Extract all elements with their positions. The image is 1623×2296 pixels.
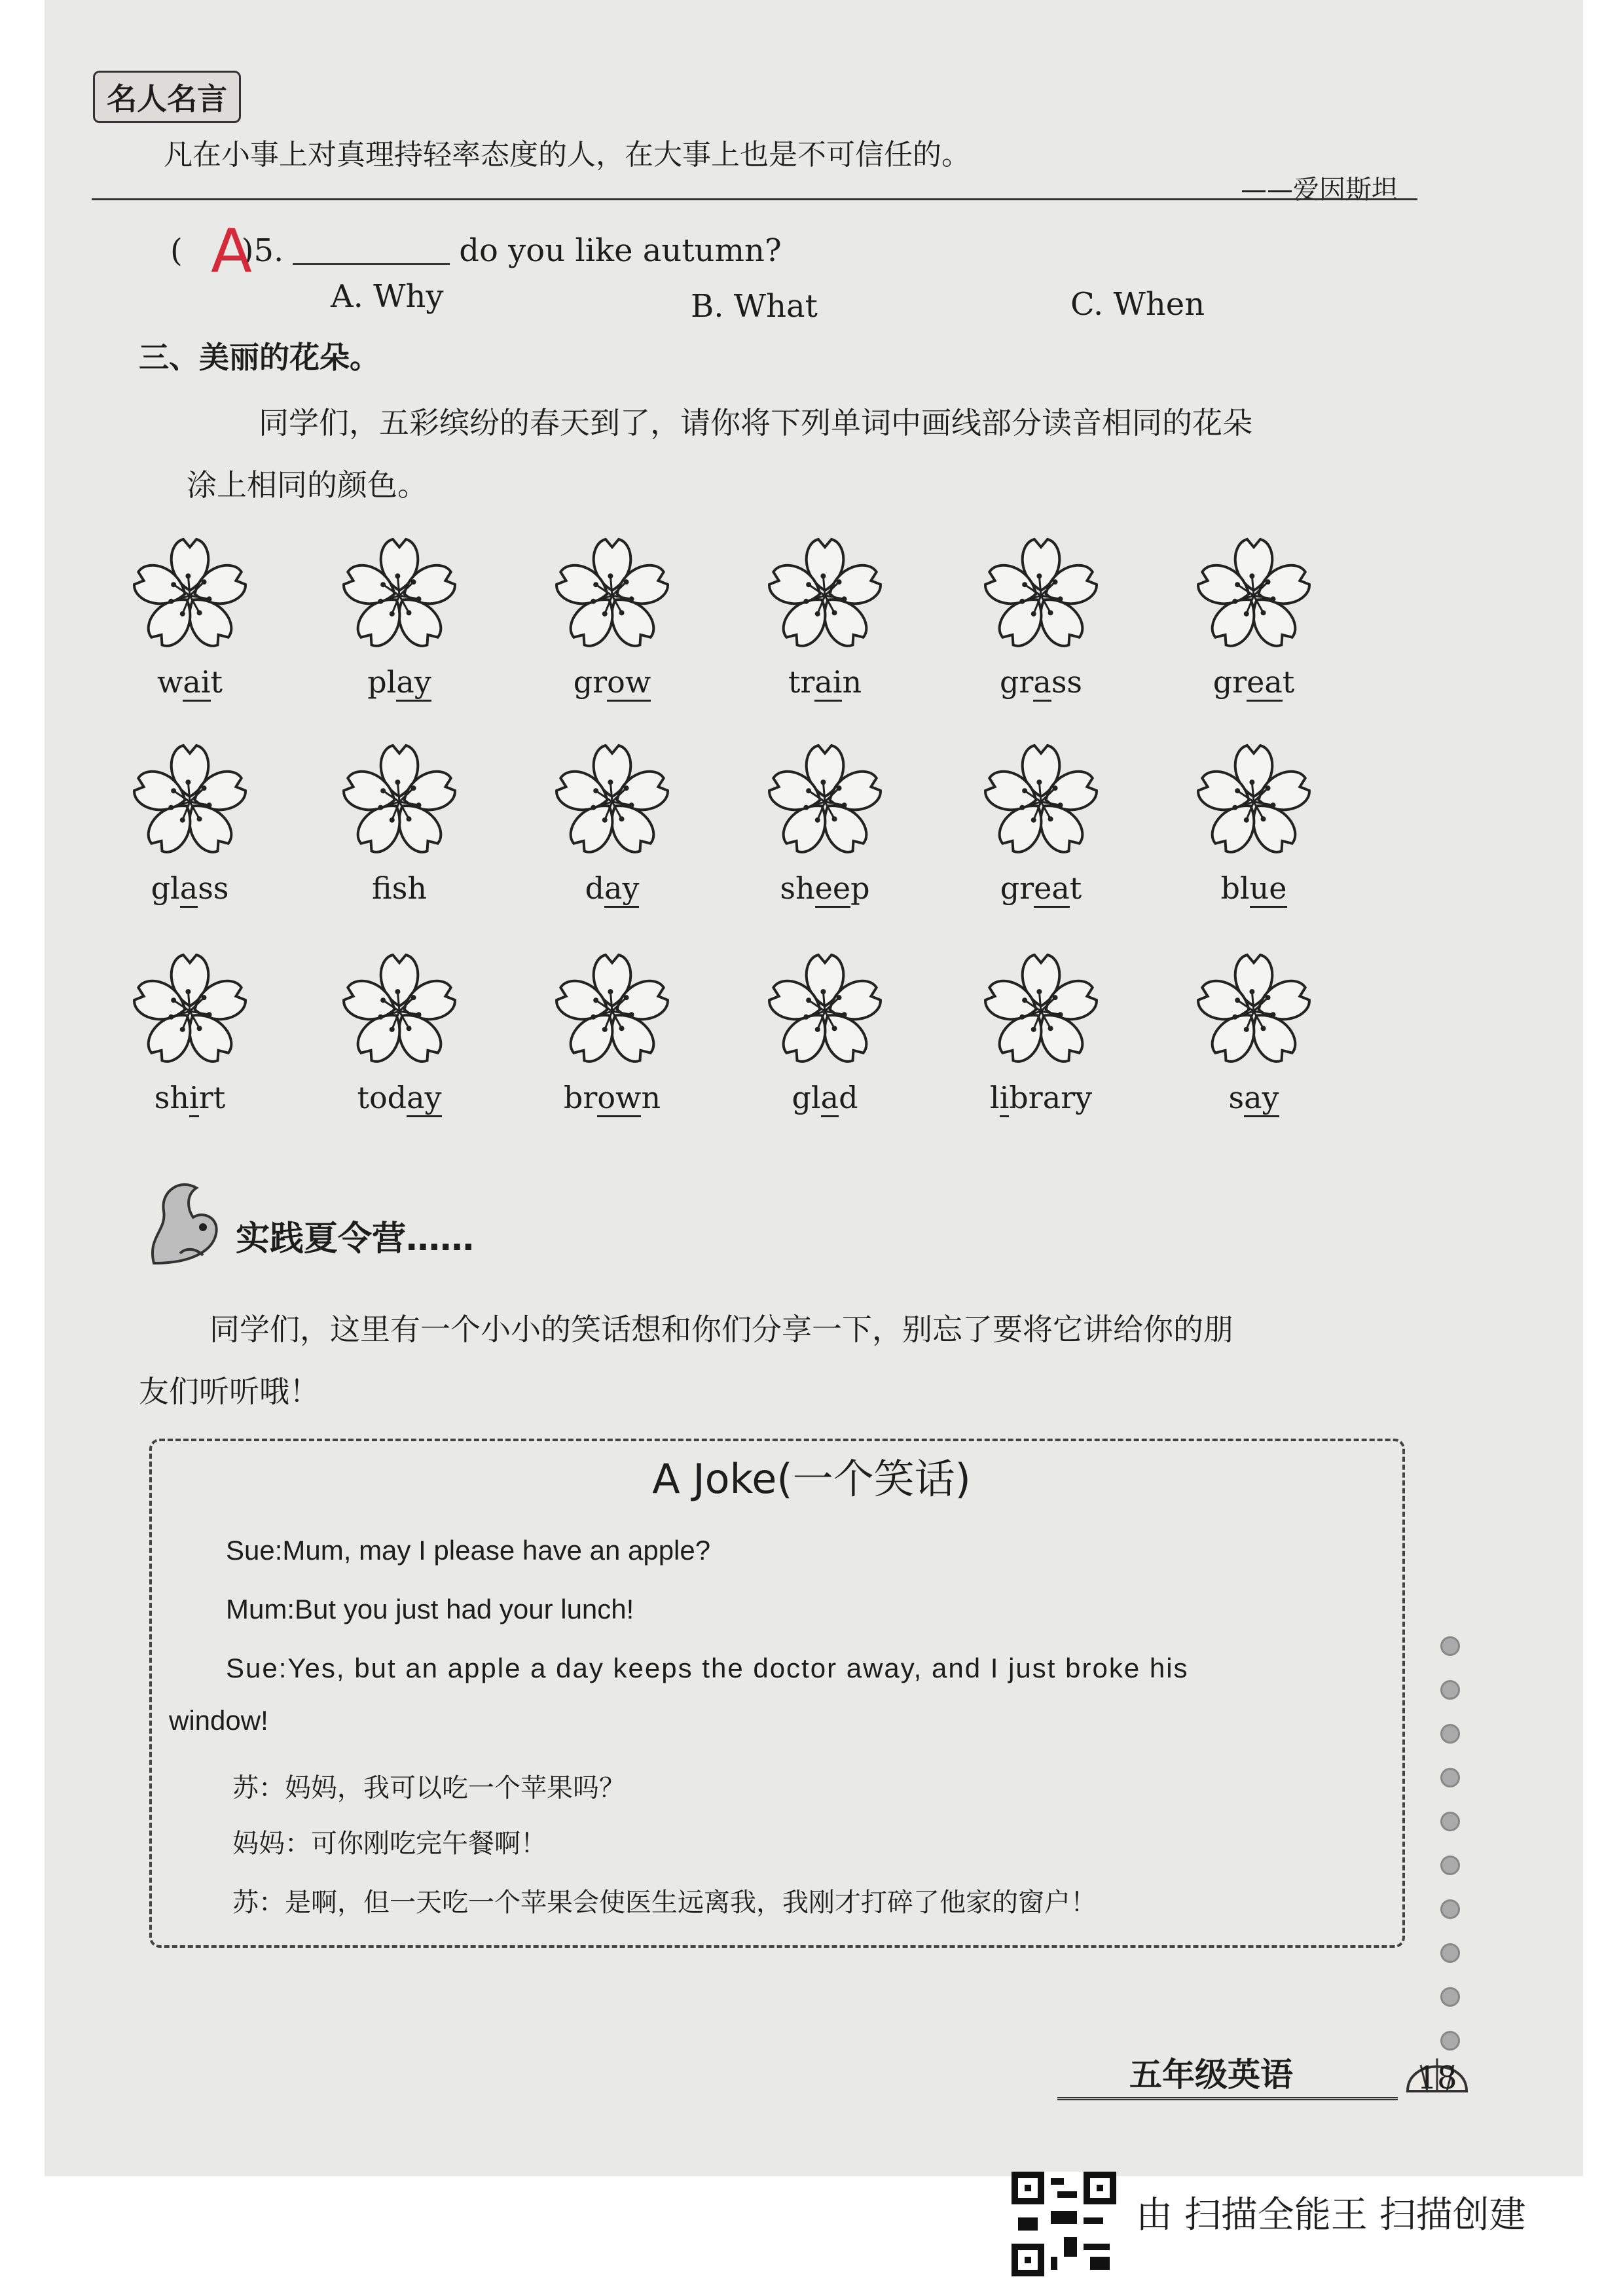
q5-blank (293, 263, 450, 265)
quote-text: 凡在小事上对真理持轻率态度的人，在大事上也是不可信任的。 (164, 138, 970, 171)
underlined-letters: i (189, 1080, 199, 1117)
margin-dot (1440, 1987, 1460, 2007)
flower-item[interactable] (1182, 736, 1326, 933)
flower-item[interactable] (969, 530, 1113, 726)
flower-word (1182, 664, 1326, 700)
underlined-letters: a (180, 870, 198, 908)
joke-cn-line-2: 妈妈：可你刚吃完午餐啊！ (232, 1829, 547, 1859)
word-prefix: gr (573, 664, 608, 700)
word-suffix: t (210, 664, 223, 700)
word-prefix: s (1228, 1080, 1245, 1115)
flower-word (327, 1080, 471, 1115)
quote-title: 名人名言 (93, 71, 241, 123)
q5-option-c: C. When (1070, 286, 1205, 323)
section-3-instruction-1: 同学们，五彩缤纷的春天到了，请你将下列单词中画线部分读音相同的花朵 (259, 405, 1252, 440)
word-prefix: br (563, 1080, 598, 1115)
word-suffix: n (641, 1080, 661, 1115)
flower-icon[interactable] (547, 946, 678, 1077)
flower-icon[interactable] (759, 736, 890, 867)
flower-item[interactable] (753, 946, 897, 1142)
flower-icon[interactable] (334, 946, 465, 1077)
word-suffix: ss (198, 870, 229, 906)
footer-subject: 五年级英语 (1129, 2056, 1293, 2094)
joke-box (149, 1439, 1405, 1948)
word-suffix: brary (1009, 1080, 1093, 1115)
flower-word (969, 1080, 1113, 1115)
flower-icon[interactable] (547, 736, 678, 867)
section-3-instruction-2: 涂上相同的颜色。 (187, 467, 428, 503)
margin-dot (1440, 1812, 1460, 1831)
flower-item[interactable] (540, 736, 684, 933)
underlined-letters: ow (597, 1080, 641, 1117)
word-prefix: pl (367, 664, 397, 700)
underlined-letters: i (1000, 1080, 1010, 1117)
flower-item[interactable] (540, 530, 684, 726)
flower-item[interactable] (753, 736, 897, 933)
joke-cn-line-3: 苏：是啊，但一天吃一个苹果会使医生远离我，我刚才打碎了他家的窗户！ (232, 1888, 1097, 1918)
word-suffix: rt (198, 1080, 226, 1115)
camp-intro-1: 同学们，这里有一个小小的笑话想和你们分享一下，别忘了要将它讲给你的朋 (210, 1312, 1233, 1347)
flower-item[interactable] (327, 946, 471, 1142)
page-number: 18 (1417, 2060, 1457, 2096)
flower-icon[interactable] (547, 530, 678, 661)
underlined-letters: a (821, 1080, 839, 1117)
flower-item[interactable] (118, 530, 262, 726)
flower-item[interactable] (753, 530, 897, 726)
joke-line-2: Mum:But you just had your lunch! (226, 1594, 634, 1624)
word-suffix: d (839, 1080, 858, 1115)
flower-word (540, 1080, 684, 1115)
flower-icon[interactable] (976, 530, 1106, 661)
flower-item[interactable] (327, 530, 471, 726)
q5-option-b: B. What (691, 288, 818, 325)
underlined-letters: ea (1247, 664, 1283, 702)
flower-word (969, 870, 1113, 906)
flower-word (753, 1080, 897, 1115)
word-prefix: w (156, 664, 183, 700)
underlined-letters: ay (604, 870, 639, 908)
joke-title: A Joke(一个笑话) (652, 1455, 971, 1503)
joke-line-3: Sue:Yes, but an apple a day keeps the doctor away, and I just broke his (226, 1653, 1189, 1683)
flower-word (327, 664, 471, 700)
underlined-letters: ai (814, 664, 842, 702)
joke-cn-line-1: 苏：妈妈，我可以吃一个苹果吗？ (232, 1773, 625, 1803)
q5-handwritten-answer: A (211, 216, 252, 286)
flower-item[interactable] (118, 946, 262, 1142)
margin-dot (1440, 1856, 1460, 1875)
flower-word (118, 1080, 262, 1115)
underlined-letters: ay (1244, 1080, 1279, 1117)
margin-dot (1440, 1899, 1460, 1919)
margin-dot (1440, 1680, 1460, 1700)
q5-option-a: A. Why (331, 278, 444, 315)
flower-icon[interactable] (334, 530, 465, 661)
flower-word (540, 870, 684, 906)
header-divider (92, 198, 1417, 200)
word-prefix: gr (1000, 870, 1034, 906)
flower-word (540, 664, 684, 700)
qr-code-icon (1012, 2172, 1116, 2276)
flower-word (327, 870, 471, 906)
flower-word (1182, 870, 1326, 906)
margin-dot (1440, 1768, 1460, 1787)
flower-icon[interactable] (759, 530, 890, 661)
scan-credit: 由 扫描全能王 扫描创建 (1136, 2194, 1526, 2236)
word-prefix: bl (1220, 870, 1250, 906)
margin-dot (1440, 1636, 1460, 1656)
page-number-badge (1401, 2039, 1473, 2111)
word-suffix: n (842, 664, 862, 700)
flower-icon[interactable] (124, 530, 255, 661)
margin-dot (1440, 1724, 1460, 1744)
underlined-letters: ow (607, 664, 651, 702)
joke-line-4: window! (169, 1705, 268, 1736)
word-prefix: f (372, 870, 392, 906)
section-3-title: 三、美丽的花朵。 (139, 340, 380, 375)
word-prefix: tr (788, 664, 815, 700)
flower-word (1182, 1080, 1326, 1115)
question-5 (170, 232, 782, 269)
word-prefix: l (989, 1080, 1000, 1115)
footer-rule (1057, 2097, 1398, 2100)
flower-icon[interactable] (759, 946, 890, 1077)
flower-item[interactable] (540, 946, 684, 1142)
flower-item[interactable] (969, 736, 1113, 933)
word-suffix: sh (392, 870, 427, 906)
word-prefix: sh (780, 870, 815, 906)
joke-line-1: Sue:Mum, may I please have an apple? (226, 1535, 711, 1566)
margin-dot (1440, 1943, 1460, 1963)
flower-icon[interactable] (1188, 736, 1319, 867)
underlined-letters: ue (1250, 870, 1287, 908)
word-prefix: d (585, 870, 605, 906)
word-prefix: sh (154, 1080, 190, 1115)
word-prefix: gl (151, 870, 180, 906)
flower-word (118, 664, 262, 700)
quote-author: ——爱因斯坦 (1241, 175, 1398, 205)
flower-word (753, 664, 897, 700)
underlined-letters: a (1033, 664, 1051, 702)
underlined-letters: ea (1034, 870, 1070, 908)
word-suffix: t (1282, 664, 1295, 700)
flower-icon[interactable] (124, 736, 255, 867)
underlined-letters: ai (183, 664, 210, 702)
flower-icon[interactable] (1188, 530, 1319, 661)
flower-item[interactable] (1182, 946, 1326, 1142)
word-prefix: tod (357, 1080, 407, 1115)
word-prefix: gr (999, 664, 1034, 700)
q5-open-paren: ( (170, 232, 183, 269)
word-suffix: ss (1051, 664, 1083, 700)
flower-icon[interactable] (976, 946, 1106, 1077)
flower-word (118, 870, 262, 906)
camp-intro-2: 友们听听哦！ (139, 1374, 319, 1409)
word-suffix: p (850, 870, 870, 906)
flower-word (753, 870, 897, 906)
underlined-letters: ay (407, 1080, 441, 1117)
flower-item[interactable] (118, 736, 262, 933)
word-prefix: gl (792, 1080, 821, 1115)
flower-icon[interactable] (1188, 946, 1319, 1077)
q5-stem: do you like autumn? (459, 232, 782, 269)
flower-item[interactable] (327, 736, 471, 933)
underlined-letters: ay (396, 664, 431, 702)
squirrel-icon (141, 1172, 232, 1270)
underlined-letters: ee (815, 870, 850, 908)
flower-word (969, 664, 1113, 700)
camp-section-title: 实践夏令营…… (236, 1219, 475, 1259)
flower-item[interactable] (1182, 530, 1326, 726)
flower-icon[interactable] (334, 736, 465, 867)
flower-icon[interactable] (976, 736, 1106, 867)
flower-item[interactable] (969, 946, 1113, 1142)
flower-icon[interactable] (124, 946, 255, 1077)
word-prefix: gr (1213, 664, 1247, 700)
q5-number: )5. (241, 232, 284, 269)
word-suffix: t (1069, 870, 1082, 906)
